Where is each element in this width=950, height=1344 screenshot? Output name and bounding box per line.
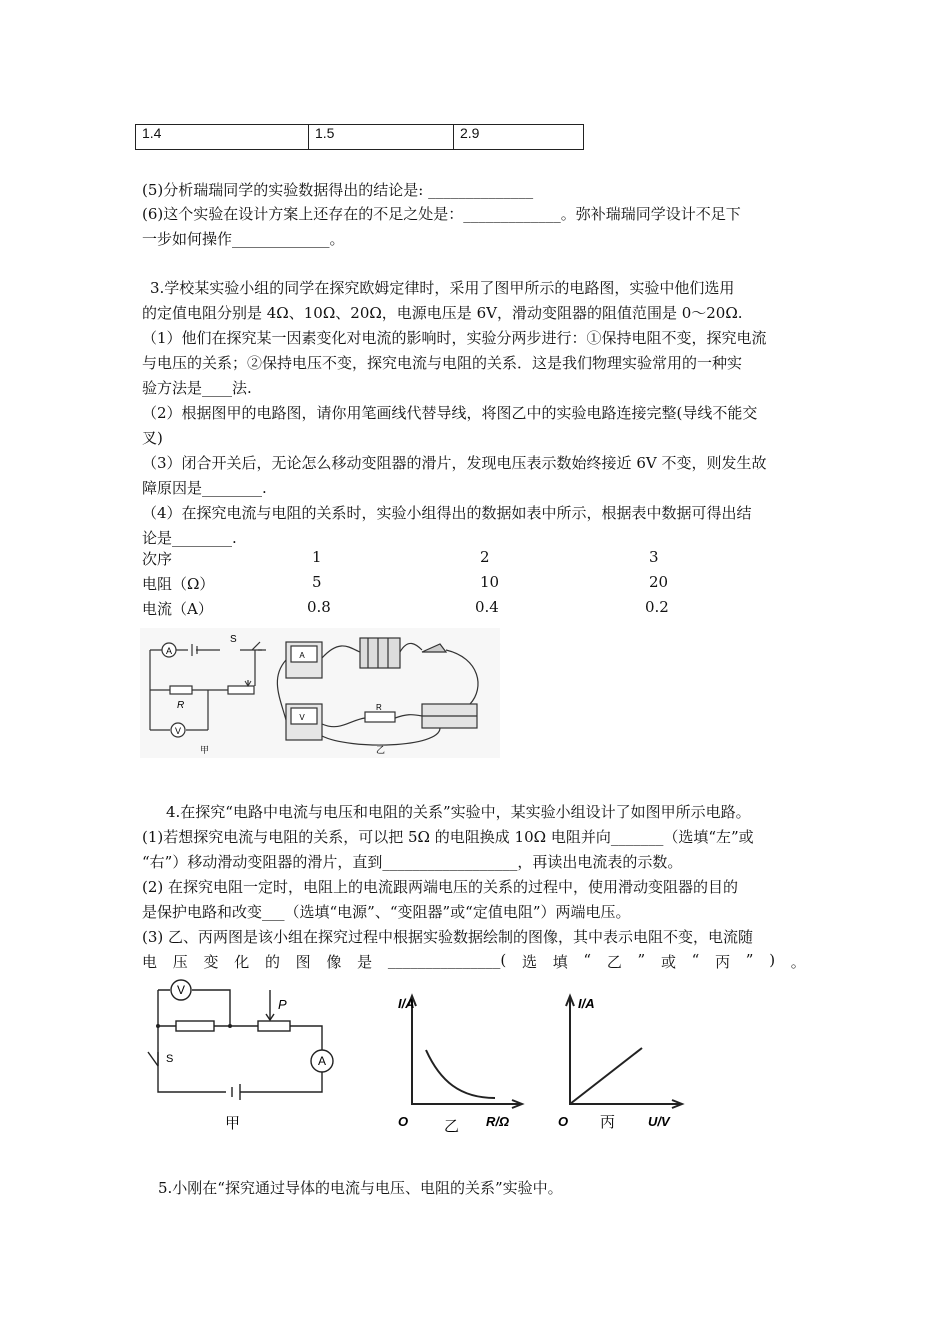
q3-p1-line2: 与电压的关系；②保持电压不变，探究电流与电阻的关系．这是我们物理实验常用的一种实	[142, 354, 743, 372]
q4-intro: 4.在探究“电路中电流与电压和电阻的关系”实验中，某实验小组设计了如图甲所示电路。	[166, 803, 751, 821]
switch-label: S	[166, 1053, 174, 1065]
q4-figure	[140, 976, 700, 1141]
graph-yi	[398, 996, 522, 1135]
slider-label: P	[278, 997, 287, 1012]
text-token: 的	[264, 953, 280, 971]
graph-yi-curve	[426, 1050, 495, 1098]
table-row	[136, 125, 584, 150]
text-token: 。	[790, 953, 806, 971]
q3-p2-line2: 叉)	[142, 429, 163, 447]
text-token: 或	[660, 953, 676, 971]
q4-p1-line1: (1)若想探究电流与电阻的关系，可以把 5Ω 的电阻换成 10Ω 电阻并向_______（选填“左”或	[142, 828, 754, 846]
text-token: 电	[142, 953, 158, 971]
text-token: “	[691, 951, 700, 969]
q3-p1-line3: 验方法是____法.	[142, 379, 252, 397]
text-token: “	[583, 951, 592, 969]
table-cell: 20	[649, 573, 669, 591]
apparatus-resistor-label: R	[376, 703, 382, 712]
graph-bing	[558, 996, 682, 1131]
graph-bing-axes	[570, 998, 680, 1104]
graph-yi-xlabel: R/Ω	[486, 1114, 510, 1129]
table-cell: 0.8	[307, 598, 331, 616]
graph-bing-xlabel: U/V	[648, 1114, 670, 1129]
q4-p3-line1: (3) 乙、丙两图是该小组在探究过程中根据实验数据绘制的图像，其中表示电阻不变，电流随	[142, 928, 754, 946]
figure-label-jia: 甲	[200, 745, 210, 755]
q4-p2-line1: (2) 在探究电阻一定时，电阻上的电流跟两端电压的关系的过程中，使用滑动变阻器的目的	[142, 878, 739, 896]
figure-label-jia: 甲	[225, 1115, 241, 1132]
table-cell: 次序	[142, 550, 173, 568]
q3-p4-line1: （4）在探究电流与电阻的关系时，实验小组得出的数据如表中所示，根据表中数据可得出结	[142, 504, 752, 522]
figure-label-bing: 丙	[600, 1114, 616, 1131]
text-token: 丙	[715, 953, 731, 971]
table-cell: 2	[480, 548, 490, 566]
resistor-label: R	[177, 700, 185, 711]
graph-bing-origin: O	[558, 1114, 569, 1129]
table-cell: 0.4	[475, 598, 499, 616]
q4-circuit-diagram-jia	[148, 990, 322, 1100]
table-cell: 3	[649, 548, 659, 566]
text-token: _______________(	[387, 951, 507, 969]
table-cell: 电流（A）	[142, 600, 213, 618]
graph-bing-line	[570, 1048, 642, 1104]
q3-p3-line2: 障原因是________.	[142, 479, 267, 497]
text-token: ”	[745, 951, 754, 969]
table-cell: 1	[312, 548, 322, 566]
q2-item5: (5)分析瑞瑞同学的实验数据得出的结论是: ______________	[142, 181, 534, 199]
graph-bing-ylabel: I/A	[578, 996, 595, 1011]
text-token: ”	[637, 951, 646, 969]
q2-item6-line2: 一步如何操作_____________。	[142, 230, 345, 248]
text-token: )	[769, 951, 776, 969]
table-cell: 1.5	[309, 125, 454, 150]
apparatus-voltmeter: V	[299, 713, 305, 722]
figure-label-yi: 乙	[444, 1118, 460, 1135]
voltmeter-symbol: V	[174, 726, 182, 736]
graph-yi-origin: O	[398, 1114, 409, 1129]
q3-circuit-figure	[140, 628, 500, 758]
data-table-top	[135, 124, 584, 150]
text-token: 填	[552, 953, 568, 971]
ammeter-symbol: A	[317, 1054, 327, 1068]
q5-intro: 5.小刚在“探究通过导体的电流与电压、电阻的关系”实验中。	[158, 1179, 563, 1197]
q3-p4-line2: 论是________.	[142, 529, 237, 547]
q3-p3-line1: （3）闭合开关后，无论怎么移动变阻器的滑片，发现电压表示数始终接近 6V 不变，则发生故	[142, 454, 767, 472]
q3-intro-line2: 的定值电阻分别是 4Ω、10Ω、20Ω，电源电压是 6V，滑动变阻器的阻值范围是 0～20Ω.	[142, 304, 743, 322]
text-token: 压	[172, 953, 188, 971]
table-cell: 0.2	[645, 598, 669, 616]
q3-p1-line1: （1）他们在探究某一因素变化对电流的影响时，实验分两步进行：①保持电阻不变，探究电流	[142, 329, 767, 347]
text-token: 是	[357, 953, 373, 971]
apparatus-ammeter: A	[299, 651, 305, 660]
q3-p2-line1: （2）根据图甲的电路图，请你用笔画线代替导线，将图乙中的实验电路连接完整(导线不能交	[142, 404, 758, 422]
text-token: 像	[326, 953, 342, 971]
text-token: 化	[234, 953, 250, 971]
text-token: 乙	[606, 953, 622, 971]
voltmeter-symbol: V	[176, 983, 186, 997]
q2-item6-line1: (6)这个实验在设计方案上还存在的不足之处是：_____________。弥补瑞瑞同学设计不足下	[142, 205, 741, 223]
text-token: 变	[203, 953, 219, 971]
table-cell: 2.9	[454, 125, 584, 150]
ammeter-symbol: A	[165, 646, 173, 656]
graph-yi-ylabel: I/A	[398, 996, 415, 1011]
graph-yi-axes	[412, 998, 520, 1104]
figure-label-yi: 乙	[376, 745, 386, 755]
table-cell: 电阻（Ω）	[142, 575, 215, 593]
table-cell: 10	[480, 573, 500, 591]
switch-label: S	[230, 634, 237, 645]
table-cell: 1.4	[136, 125, 309, 150]
q3-intro-line1: 3.学校某实验小组的同学在探究欧姆定律时，采用了图甲所示的电路图，实验中他们选用	[150, 279, 735, 297]
q4-p3-line2	[142, 951, 806, 972]
table-cell: 5	[312, 573, 322, 591]
q4-p2-line2: 是保护电路和改变___（选填“电源”、“变阻器”或“定值电阻”）两端电压。	[142, 903, 631, 921]
text-token: 图	[295, 953, 311, 971]
q4-p1-line2: “右”）移动滑动变阻器的滑片，直到__________________，再读出电流表的示数。	[142, 853, 683, 871]
text-token: 选	[521, 953, 537, 971]
